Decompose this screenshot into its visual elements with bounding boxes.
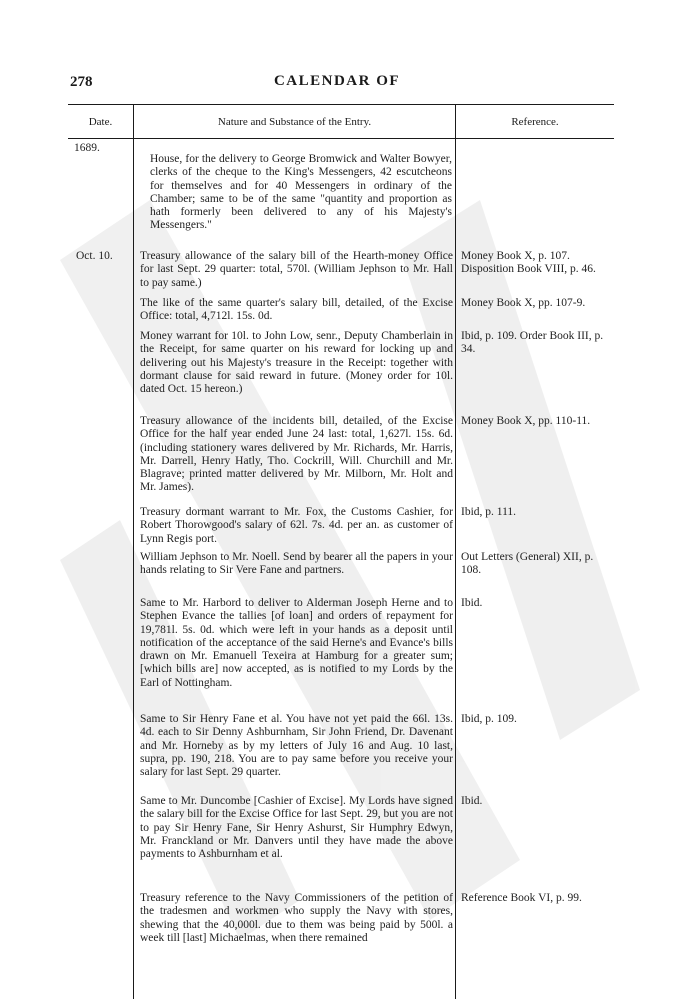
entry-text: The like of the same quarter's salary bill, detailed, of the Excise Office: total, 4,712l. 15s. 0d. bbox=[140, 297, 453, 323]
entry-reference: Money Book X, pp. 107-9. bbox=[461, 297, 586, 309]
page-number: 278 bbox=[70, 74, 93, 90]
entry-reference: Reference Book VI, p. 99. bbox=[461, 892, 582, 904]
entry-reference: Ibid, p. 109. Order Book III, p. 34. bbox=[461, 330, 604, 356]
entry-reference: Money Book X, p. 107. Disposition Book VIII, p. 46. bbox=[461, 250, 596, 276]
entry-text: Money warrant for 10l. to John Low, senr., Deputy Chamberlain in the Receipt, for same quarter on his reward for locking up and delivering out his Majesty's treasure in the Receipt: together with dormant clause for said reward in future. (Money order for 10l. dated Oct. 15 hereon.) bbox=[140, 330, 453, 396]
entry-text: Same to Mr. Harbord to deliver to Alderman Joseph Herne and to Stephen Evance the tallies [of loan] and orders of repayment for 19,781l. 5s. 0d. which were left in your hands as a deposit until notification of the acceptance of the said Herne's and Evance's bills drawn on Mr. Emanuell Texeira at Hamburg for a greater sum; [which bills are] now accepted, as is notified to my Lords by the Earl of Nottingham. bbox=[140, 597, 453, 689]
running-title: CALENDAR OF bbox=[273, 73, 401, 89]
entry-reference: Ibid. bbox=[461, 795, 483, 807]
date-oct-10: Oct. 10. bbox=[76, 250, 113, 262]
entry-reference: Ibid, p. 111. bbox=[461, 506, 517, 518]
column-header-reference: Reference. bbox=[511, 116, 559, 128]
entry-reference: Ibid, p. 109. bbox=[461, 713, 517, 725]
entry-text: Treasury dormant warrant to Mr. Fox, the Customs Cashier, for Robert Thorowgood's salary of 62l. 7s. 4d. per an. as customer of Lynn Regis port. bbox=[140, 506, 453, 545]
entry-text: Same to Mr. Duncombe [Cashier of Excise]. My Lords have signed the salary bill for the Excise Office for last Sept. 29, but you are not to pay Sir Henry Fane, Sir Henry Ashurst, Sir Humphry Edwyn, Mr. Franckland or Mr. Danvers until they have made the above payments to Ashburnham et al. bbox=[140, 795, 453, 861]
entry-text: Treasury allowance of the salary bill of the Hearth-money Office for last Sept. 29 quarter: total, 570l. (William Jephson to Mr. Hall to pay same.) bbox=[140, 250, 453, 289]
entry-reference: Money Book X, pp. 110-11. bbox=[461, 415, 591, 427]
entry-reference: Ibid. bbox=[461, 597, 483, 609]
column-header-date: Date. bbox=[88, 116, 113, 128]
entry-text: Treasury allowance of the incidents bill, detailed, of the Excise Office for the half year ended June 24 last: total, 1,627l. 15s. 6d. (including stationery wares delivered by Mr. Richards, Mr. Harris, Mr. Darrell, Henry Hatly, Tho. Cockrill, Will. Churchill and Mr. Blagrave; printed matter delivered by Mr. Milborn, Mr. Holt and Mr. James). bbox=[140, 415, 453, 494]
header-rule bbox=[68, 138, 614, 139]
entry-text: House, for the delivery to George Bromwick and Walter Bowyer, clerks of the cheque to the King's Messengers, 42 escutcheons for themselves and for 40 Messengers in ordinary of the Chamber; same to be of the same "quantity and proportion as hath formerly been delivered to any of his Majesty's Messengers." bbox=[150, 153, 452, 232]
column-divider-left bbox=[133, 104, 134, 999]
entry-text: William Jephson to Mr. Noell. Send by bearer all the papers in your hands relating to Sir Vere Fane and partners. bbox=[140, 551, 453, 577]
entry-text: Treasury reference to the Navy Commissioners of the petition of the tradesmen and workmen who supply the Navy with stores, shewing that the 40,000l. due to them was being paid by 500l. a week till [last] Michaelmas, when there remained bbox=[140, 892, 453, 944]
column-divider-right bbox=[455, 104, 456, 999]
top-rule bbox=[68, 104, 614, 105]
page-header bbox=[0, 60, 674, 90]
date-year: 1689. bbox=[74, 142, 100, 154]
entry-text: Same to Sir Henry Fane et al. You have not yet paid the 66l. 13s. 4d. each to Sir Denny Ashburnham, Sir John Friend, Dr. Davenant and Mr. Horneby as by my letters of July 16 and Aug. 10 last, supra, pp. 190, 218. You are to pay same before you receive your salary for last Sept. 29 quarter. bbox=[140, 713, 453, 779]
column-header-entry: Nature and Substance of the Entry. bbox=[217, 116, 372, 128]
entry-reference: Out Letters (General) XII, p. 108. bbox=[461, 551, 594, 577]
